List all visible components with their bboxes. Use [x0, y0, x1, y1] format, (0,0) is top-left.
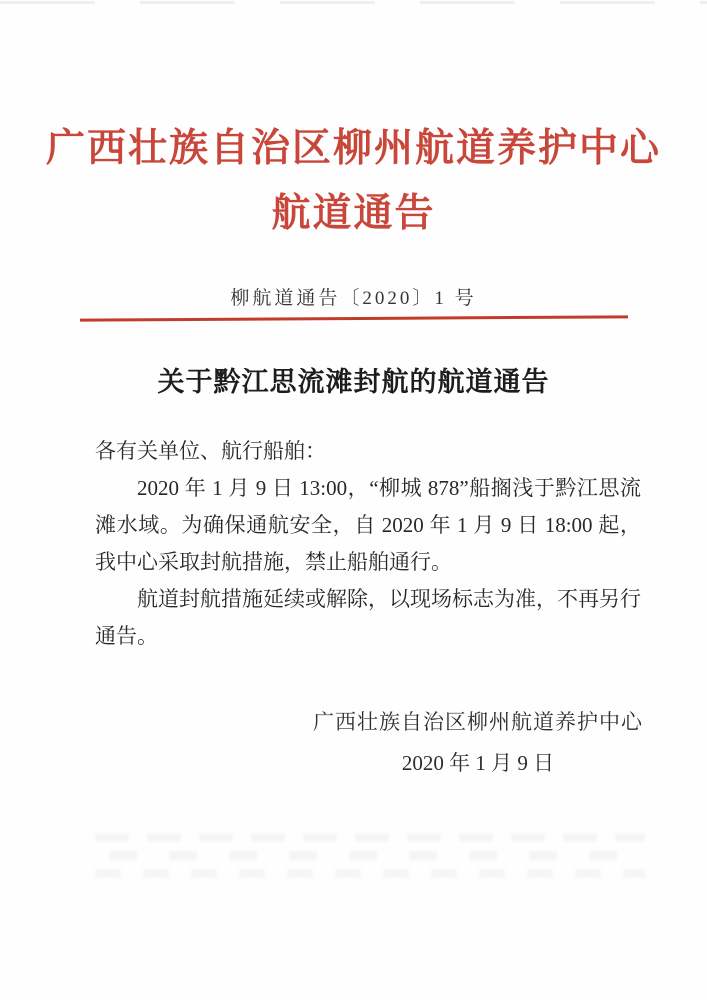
scan-edge-artifact — [0, 1, 707, 4]
letterhead-divider-rule — [79, 315, 627, 321]
notice-subject-title: 关于黔江思流滩封航的航道通告 — [157, 367, 550, 397]
bleedthrough-row — [95, 833, 645, 842]
notice-body — [0, 433, 707, 655]
bleedthrough-artifact — [95, 833, 645, 891]
body-paragraph: 航道封航措施延续或解除，以现场标志为准，不再另行通告。 — [95, 587, 641, 648]
bleedthrough-row — [95, 869, 645, 878]
signature-date: 2020 年 1 月 9 日 — [401, 751, 555, 775]
letterhead — [0, 0, 707, 246]
body-paragraph: 2020 年 1 月 9 日 13:00，“柳城 878”船搁浅于黔江思流滩水域。为确保通航安全，自 2020 年 1 月 9 日 18:00 起，我中心采取封航措施，禁止船舶通行。 — [95, 476, 641, 574]
letterhead-doc-type: 航道通告 — [271, 192, 436, 235]
bleedthrough-row — [95, 851, 645, 860]
document-number: 柳航道通告〔2020〕1 号 — [230, 288, 477, 309]
salutation-line: 各有关单位、航行船舶： — [95, 439, 326, 463]
letterhead-org-name: 广西壮族自治区柳州航道养护中心 — [45, 127, 661, 170]
signature-inner — [313, 701, 643, 783]
signature-org-name: 广西壮族自治区柳州航道养护中心 — [313, 710, 643, 734]
signature-block — [0, 701, 707, 783]
